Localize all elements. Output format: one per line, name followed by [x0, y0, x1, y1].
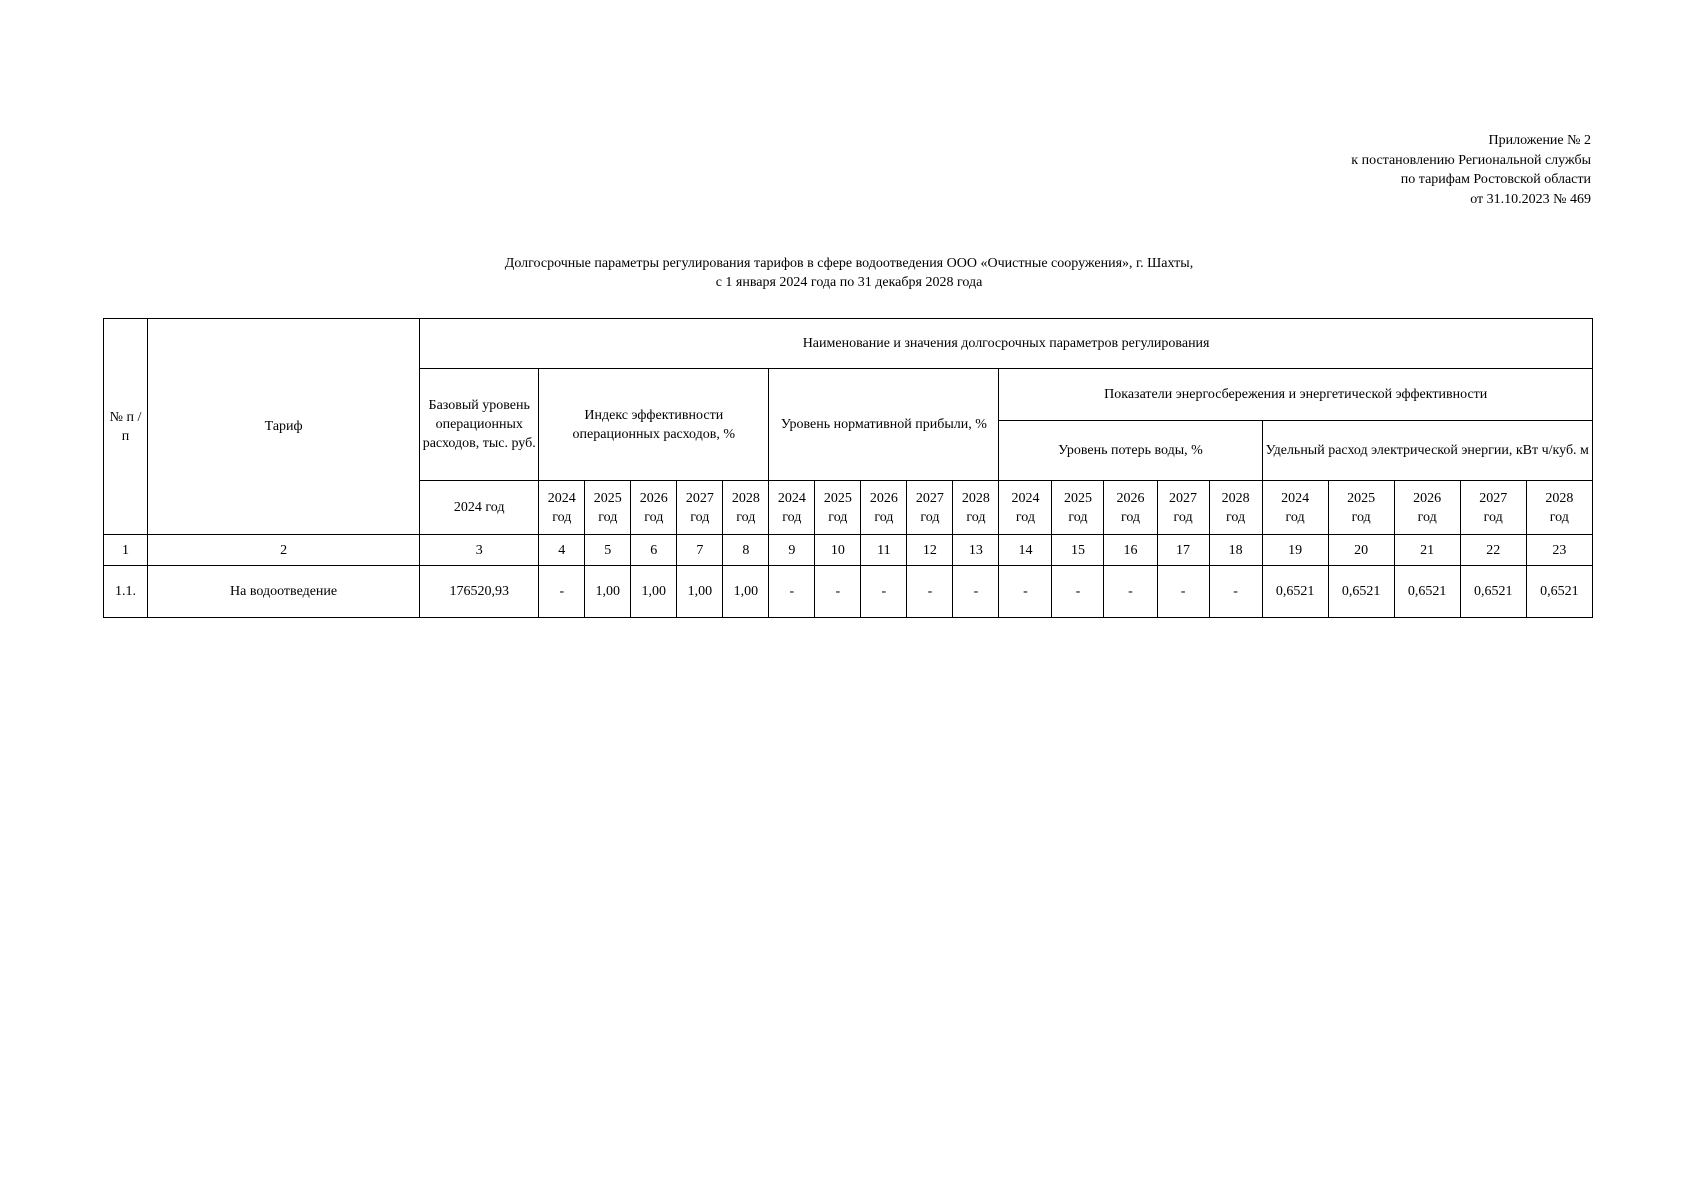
year-header-index [723, 481, 769, 535]
header-energy-efficiency: Показатели энергосбережения и энергетической эффективности [999, 369, 1593, 421]
header-electric-consumption: Удельный расход электрической энергии, кВт ч/куб. м [1262, 421, 1592, 481]
column-number: 12 [907, 535, 953, 566]
row-profit-value: - [769, 566, 815, 618]
year-value: 2028 [961, 490, 990, 506]
year-word: год [1417, 509, 1437, 525]
year-value: 2026 [1116, 490, 1145, 506]
year-word: год [1351, 509, 1371, 525]
year-value: 2026 [869, 490, 898, 506]
year-header-profit [815, 481, 861, 535]
column-number: 6 [631, 535, 677, 566]
row-index-value: 1,00 [677, 566, 723, 618]
year-header-losses [1104, 481, 1157, 535]
year-value: 2025 [823, 490, 852, 506]
year-word: год [782, 509, 802, 525]
year-word: год [1068, 509, 1088, 525]
year-header-electric [1328, 481, 1394, 535]
year-value: 2027 [1479, 490, 1508, 506]
column-number: 16 [1104, 535, 1157, 566]
header-efficiency-index: Индекс эффективности операционных расходов, % [539, 369, 769, 481]
appendix-header [1351, 131, 1591, 209]
year-word: год [1285, 509, 1305, 525]
year-word: год [1226, 509, 1246, 525]
year-value: 2025 [1347, 490, 1376, 506]
row-profit-value: - [861, 566, 907, 618]
year-word: год [736, 509, 756, 525]
header-main: Наименование и значения долгосрочных параметров регулирования [420, 319, 1593, 369]
year-word: год [552, 509, 572, 525]
year-value: 2027 [1169, 490, 1198, 506]
year-word: год [874, 509, 894, 525]
year-word: год [920, 509, 940, 525]
column-number: 21 [1394, 535, 1460, 566]
year-value: 2024 [1011, 490, 1040, 506]
row-profit-value: - [815, 566, 861, 618]
row-index-value: - [539, 566, 585, 618]
row-losses-value: - [999, 566, 1052, 618]
column-number: 2 [148, 535, 420, 566]
year-header-electric [1394, 481, 1460, 535]
document-title [104, 254, 1594, 292]
year-word: год [828, 509, 848, 525]
appendix-line: Приложение № 2 [1488, 133, 1591, 148]
year-header-index [539, 481, 585, 535]
header-number: № п /п [104, 319, 148, 535]
document-title-line: Долгосрочные параметры регулирования тарифов в сфере водоотведения ООО «Очистные сооружения», г. Шахты, [504, 256, 1194, 271]
year-header-electric [1460, 481, 1526, 535]
appendix-line: от 31.10.2023 № 469 [1470, 191, 1591, 207]
row-losses-value: - [1209, 566, 1262, 618]
year-word: год [1015, 509, 1035, 525]
row-number: 1.1. [104, 566, 148, 618]
column-number: 14 [999, 535, 1052, 566]
year-header-electric [1526, 481, 1592, 535]
year-word: год [966, 509, 986, 525]
row-tariff: На водоотведение [148, 566, 420, 618]
column-number: 17 [1157, 535, 1209, 566]
year-word: год [1549, 509, 1569, 525]
column-number: 8 [723, 535, 769, 566]
year-value: 2024 [1281, 490, 1310, 506]
column-number: 22 [1460, 535, 1526, 566]
year-header-index [585, 481, 631, 535]
year-word: год [1120, 509, 1141, 525]
column-number: 10 [815, 535, 861, 566]
column-number: 9 [769, 535, 815, 566]
header-profit-level: Уровень нормативной прибыли, % [769, 369, 999, 481]
header-base-level: Базовый уровень операционных расходов, тыс. руб. [420, 369, 539, 481]
row-losses-value: - [1052, 566, 1104, 618]
column-number: 11 [861, 535, 907, 566]
row-index-value: 1,00 [585, 566, 631, 618]
year-word: год [690, 509, 710, 525]
year-word: год [644, 509, 664, 525]
year-word: год [1173, 509, 1193, 525]
year-value: 2025 [1063, 490, 1092, 506]
year-value: 2026 [1413, 490, 1442, 506]
year-header-losses [1209, 481, 1262, 535]
year-word: год [1483, 509, 1503, 525]
year-header-index [631, 481, 677, 535]
header-tariff: Тариф [148, 319, 420, 535]
column-number: 3 [420, 535, 539, 566]
row-electric-value: 0,6521 [1526, 566, 1592, 618]
year-value: 2027 [685, 490, 714, 506]
table-row [104, 566, 1593, 618]
appendix-line: по тарифам Ростовской области [1400, 172, 1591, 187]
row-electric-value: 0,6521 [1394, 566, 1460, 618]
year-value: 2027 [915, 490, 944, 506]
year-value: 2024 [777, 490, 806, 506]
year-header-profit [861, 481, 907, 535]
column-number: 23 [1526, 535, 1592, 566]
column-number: 18 [1209, 535, 1262, 566]
year-header-losses [1157, 481, 1209, 535]
parameters-table [103, 318, 1593, 618]
column-number: 5 [585, 535, 631, 566]
row-losses-value: - [1104, 566, 1157, 618]
year-header-profit [769, 481, 815, 535]
year-value: 2028 [1545, 490, 1574, 506]
year-header-losses [999, 481, 1052, 535]
row-index-value: 1,00 [631, 566, 677, 618]
column-number: 20 [1328, 535, 1394, 566]
row-profit-value: - [953, 566, 999, 618]
column-number: 1 [104, 535, 148, 566]
year-header-index [677, 481, 723, 535]
year-value: 2025 [593, 490, 622, 506]
row-losses-value: - [1157, 566, 1209, 618]
row-electric-value: 0,6521 [1262, 566, 1328, 618]
year-value: 2024 [547, 490, 576, 506]
row-electric-value: 0,6521 [1460, 566, 1526, 618]
year-value: 2028 [1221, 490, 1250, 506]
column-number: 19 [1262, 535, 1328, 566]
document-title-line: с 1 января 2024 года по 31 декабря 2028 года [715, 275, 983, 290]
year-value: 2028 [731, 490, 760, 506]
header-base-year: 2024 год [420, 481, 539, 535]
row-base-level: 176520,93 [420, 566, 539, 618]
year-header-losses [1052, 481, 1104, 535]
row-profit-value: - [907, 566, 953, 618]
year-value: 2026 [639, 490, 668, 506]
column-number: 7 [677, 535, 723, 566]
year-header-profit [953, 481, 999, 535]
year-header-electric [1262, 481, 1328, 535]
year-header-profit [907, 481, 953, 535]
row-index-value: 1,00 [723, 566, 769, 618]
year-word: год [598, 509, 618, 525]
header-water-losses: Уровень потерь воды, % [999, 421, 1262, 481]
column-number: 4 [539, 535, 585, 566]
column-number: 15 [1052, 535, 1104, 566]
row-electric-value: 0,6521 [1328, 566, 1394, 618]
column-number: 13 [953, 535, 999, 566]
appendix-line: к постановлению Региональной службы [1351, 152, 1591, 168]
